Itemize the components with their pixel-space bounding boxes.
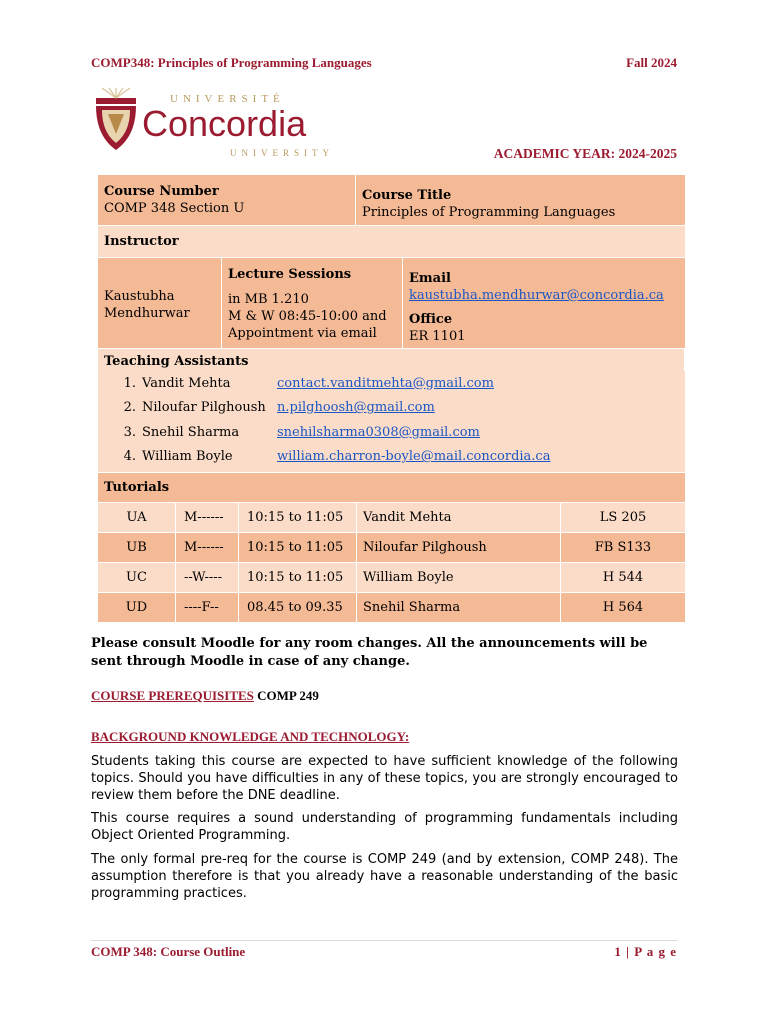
table-row (98, 503, 685, 533)
ta-list (98, 371, 685, 469)
table-row (98, 563, 685, 593)
ta-email-link[interactable]: william.charron-boyle@mail.concordia.ca (277, 449, 551, 465)
tutorial-section: UB (98, 533, 176, 562)
ta-number: 4. (123, 449, 136, 465)
tutorial-days: M------ (176, 533, 239, 562)
ta-list-item (98, 396, 685, 421)
logo-bottom-text: UNIVERSITY (230, 148, 334, 158)
logo-top-text: UNIVERSITÉ (170, 93, 285, 105)
background-paragraph-3: The only formal pre-req for the course is COMP 249 (and by extension, COMP 248). The assumption therefore is that you already have a reasonable understanding of the basic programming practices. (91, 852, 678, 901)
tutorial-ta: Niloufar Pilghoush (357, 533, 561, 562)
footer-divider (91, 940, 678, 941)
ta-list-item (98, 445, 685, 470)
tutorials-label: Tutorials (104, 480, 170, 495)
tutorial-room: FB S133 (594, 540, 652, 555)
ta-name: Vandit Mehta (142, 375, 231, 391)
tutorial-time: 10:15 to 11:05 (239, 533, 357, 562)
course-title-label: Course Title (362, 188, 452, 203)
tutorial-days: ----F-- (176, 593, 239, 622)
teaching-assistants-label: Teaching Assistants (98, 349, 685, 371)
moodle-notice: Please consult Moodle for any room changes. All the announcements will be sent through Moodle in case of any change. (91, 636, 648, 669)
tutorial-room: H 564 (602, 600, 644, 615)
tutorial-days: --W---- (176, 563, 239, 592)
instructor-name-line1: Kaustubha (104, 289, 175, 304)
tutorial-section: UC (98, 563, 176, 592)
tutorial-time: 10:15 to 11:05 (239, 563, 357, 592)
instructor-label: Instructor (104, 234, 179, 249)
lecture-room: in MB 1.210 (228, 292, 309, 307)
ta-number: 2. (123, 400, 136, 416)
table-row (98, 593, 685, 622)
prerequisites-value: COMP 249 (257, 688, 319, 703)
concordia-logo (90, 88, 355, 160)
footer-page-number: 1 | P a g e (614, 944, 677, 959)
ta-list-item (98, 420, 685, 445)
instructor-email-link[interactable]: kaustubha.mendhurwar@concordia.ca (409, 288, 664, 303)
prerequisites-label: COURSE PREREQUISITES (91, 688, 254, 703)
course-number-value: COMP 348 Section U (104, 201, 245, 216)
tutorial-room: LS 205 (599, 510, 647, 525)
instructor-name-line2: Mendhurwar (104, 306, 190, 321)
tutorial-ta: William Boyle (357, 563, 561, 592)
ta-list-item (98, 371, 685, 396)
tutorial-ta: Snehil Sharma (357, 593, 561, 622)
ta-name: Niloufar Pilghoush (142, 400, 266, 416)
lecture-schedule: M & W 08:45-10:00 and (228, 309, 387, 324)
tutorial-time: 08.45 to 09.35 (239, 593, 357, 622)
ta-number: 1. (123, 375, 136, 391)
office-value: ER 1101 (409, 329, 466, 344)
tutorial-time: 10:15 to 11:05 (239, 503, 357, 532)
ta-email-link[interactable]: n.pilghoosh@gmail.com (277, 400, 435, 416)
background-paragraph-2: This course requires a sound understanding of programming fundamentals including Object Oriented Programming. (91, 811, 678, 843)
table-row (98, 533, 685, 563)
background-paragraph-1: Students taking this course are expected to have sufficient knowledge of the following topics. Should you have difficulties in any of these topics, you are strongly encouraged to review them before the DNE deadline. (91, 754, 678, 803)
header-course-title: COMP348: Principles of Programming Languages (91, 55, 372, 70)
lecture-sessions-label: Lecture Sessions (228, 267, 352, 282)
ta-name: Snehil Sharma (142, 424, 240, 440)
course-title-value: Principles of Programming Languages (362, 205, 616, 220)
office-label: Office (409, 312, 453, 327)
tutorial-room: H 544 (602, 570, 644, 585)
background-heading (91, 729, 409, 745)
background-heading-text: BACKGROUND KNOWLEDGE AND TECHNOLOGY: (91, 729, 410, 744)
tutorial-section: UD (98, 593, 176, 622)
course-info-table (98, 175, 685, 622)
lecture-appointment: Appointment via email (228, 326, 377, 341)
academic-year: ACADEMIC YEAR: 2024-2025 (493, 146, 677, 161)
tutorial-ta: Vandit Mehta (357, 503, 561, 532)
ta-email-link[interactable]: contact.vanditmehta@gmail.com (277, 375, 494, 391)
email-label: Email (409, 271, 451, 286)
tutorial-days: M------ (176, 503, 239, 532)
tutorials-table (98, 503, 685, 622)
prerequisites-section (91, 688, 319, 704)
ta-number: 3. (123, 424, 136, 440)
logo-name: Concordia (142, 103, 307, 144)
footer-course-outline: COMP 348: Course Outline (91, 944, 246, 959)
concordia-crest-icon (90, 88, 355, 160)
course-number-label: Course Number (104, 184, 219, 199)
ta-name: William Boyle (142, 449, 233, 465)
tutorial-section: UA (98, 503, 176, 532)
ta-email-link[interactable]: snehilsharma0308@gmail.com (277, 424, 480, 440)
header-term: Fall 2024 (626, 55, 677, 70)
